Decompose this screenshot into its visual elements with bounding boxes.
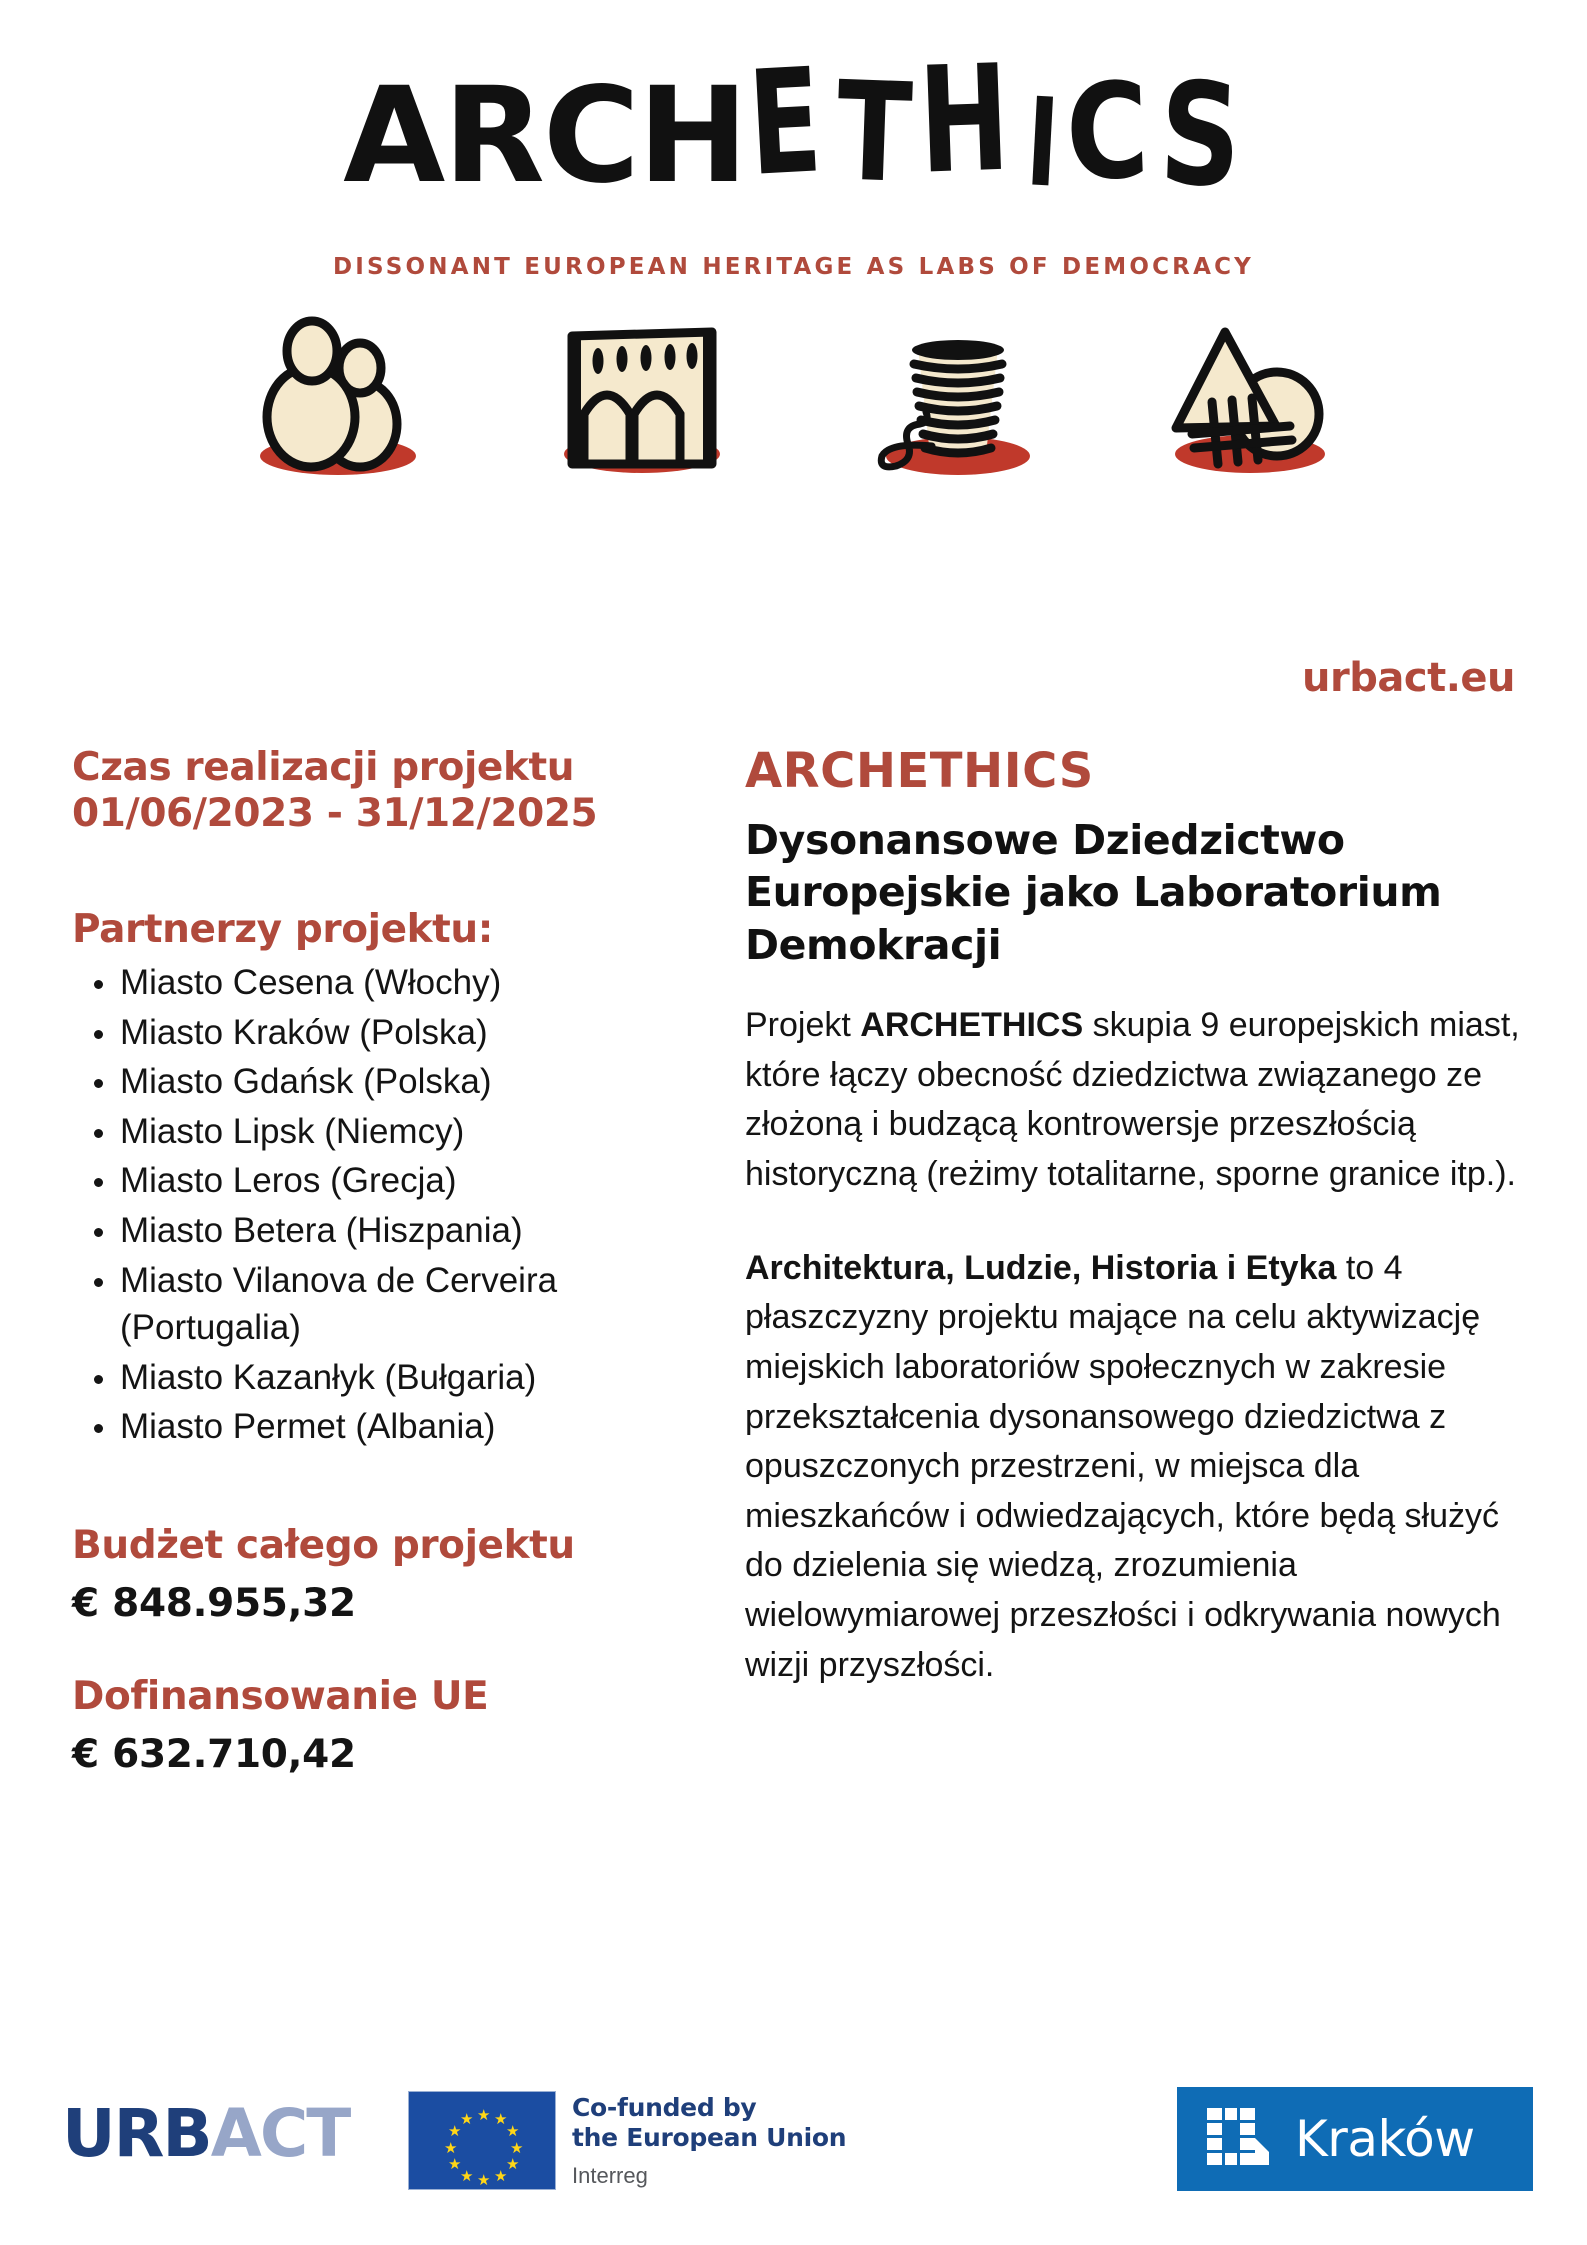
thread-spool-icon <box>846 314 1046 494</box>
partners-label: Partnerzy projektu: <box>72 907 493 953</box>
list-item: Miasto Leros (Grecja) <box>72 1157 690 1205</box>
right-column <box>690 745 1587 1777</box>
people-icon <box>238 314 438 494</box>
urbact-url[interactable]: urbact.eu <box>1302 655 1515 701</box>
urbact-logo <box>62 2095 349 2172</box>
eu-flag-icon: ★ ★ ★ ★ ★ ★ ★ ★ ★ ★ ★ ★ <box>408 2091 556 2190</box>
eu-cofunded-line2: the European Union <box>572 2123 847 2152</box>
archethics-wordmark <box>343 32 1245 219</box>
triangle-circle-hatch-icon <box>1150 314 1350 494</box>
footer <box>0 2069 1587 2209</box>
left-column <box>0 745 690 1777</box>
krakow-logo <box>1177 2087 1533 2191</box>
description-paragraph-1 <box>745 1001 1527 1200</box>
list-item: Miasto Betera (Hiszpania) <box>72 1207 690 1255</box>
list-item: Miasto Gdańsk (Polska) <box>72 1058 690 1106</box>
page-title: ARCHETHICS <box>745 743 1094 799</box>
list-item: Miasto Vilanova de Cerveira (Portugalia) <box>72 1257 690 1352</box>
project-duration-label: Czas realizacji projektu <box>72 745 575 790</box>
interreg-label: Interreg <box>572 2163 648 2188</box>
logo-arch-text: ARCH <box>343 59 747 213</box>
para1-bold: ARCHETHICS <box>860 1006 1084 1045</box>
icon-row <box>0 314 1587 494</box>
para1-post: skupia 9 europejskich miast, które łączy obecność dziedzictwa związanego ze złożoną i budzącą kontrowersje przeszłością historyczną (reżimy totalitarne, sporne granice itp.). <box>745 1006 1520 1194</box>
spacer <box>72 1626 690 1674</box>
cofunding-value: € 632.710,42 <box>72 1732 356 1778</box>
para2-bold: Architektura, Ludzie, Historia i Etyka <box>745 1248 1337 1287</box>
list-item: Miasto Kraków (Polska) <box>72 1009 690 1057</box>
partners-list <box>72 959 690 1451</box>
eu-cofunded-line1: Co-funded by <box>572 2093 757 2122</box>
cofunding-label: Dofinansowanie UE <box>72 1674 489 1719</box>
logo-block <box>0 0 1587 219</box>
urbact-logo-part1: URB <box>62 2095 211 2172</box>
description-paragraph-2 <box>745 1244 1527 1691</box>
para2-post: to 4 płaszczyzny projektu mające na celu aktywizację miejskich laboratoriów społecznych w zakresie przekształcenia dysonansowego dziedzictwa z opuszczonych przestrzeni, w miejsca dla mieszkańców i odwiedzających, które będą służyć do dzielenia się wiedzą, zrozumienia wielowymiarowej przeszłości i odkrywania nowych wizji przyszłości. <box>745 1248 1501 1684</box>
para1-pre: Projekt <box>745 1006 861 1045</box>
budget-value: € 848.955,32 <box>72 1581 356 1626</box>
tagline: DISSONANT EUROPEAN HERITAGE AS LABS OF DEMOCRACY <box>332 254 1255 280</box>
eu-cofunding-logo <box>408 2091 846 2190</box>
urbact-logo-part2: ACT <box>210 2095 350 2172</box>
spacer <box>72 1453 690 1523</box>
list-item: Miasto Cesena (Włochy) <box>72 959 690 1007</box>
krakow-mark-icon <box>1207 2108 1269 2170</box>
logo-ethics-text: ETHICS <box>745 32 1245 219</box>
spacer <box>72 837 690 907</box>
budget-label: Budżet całego projektu <box>72 1522 575 1568</box>
content-columns <box>0 745 1587 1777</box>
list-item: Miasto Kazanłyk (Bułgaria) <box>72 1354 690 1402</box>
krakow-wordmark: Kraków <box>1295 2110 1475 2168</box>
eu-text-block <box>572 2091 846 2189</box>
page-subtitle: Dysonansowe Dziedzictwo Europejskie jako Laboratorium Demokracji <box>745 815 1442 969</box>
list-item: Miasto Lipsk (Niemcy) <box>72 1108 690 1156</box>
project-duration-value: 01/06/2023 - 31/12/2025 <box>72 791 598 837</box>
arcade-building-icon <box>542 314 742 494</box>
list-item: Miasto Permet (Albania) <box>72 1403 690 1451</box>
